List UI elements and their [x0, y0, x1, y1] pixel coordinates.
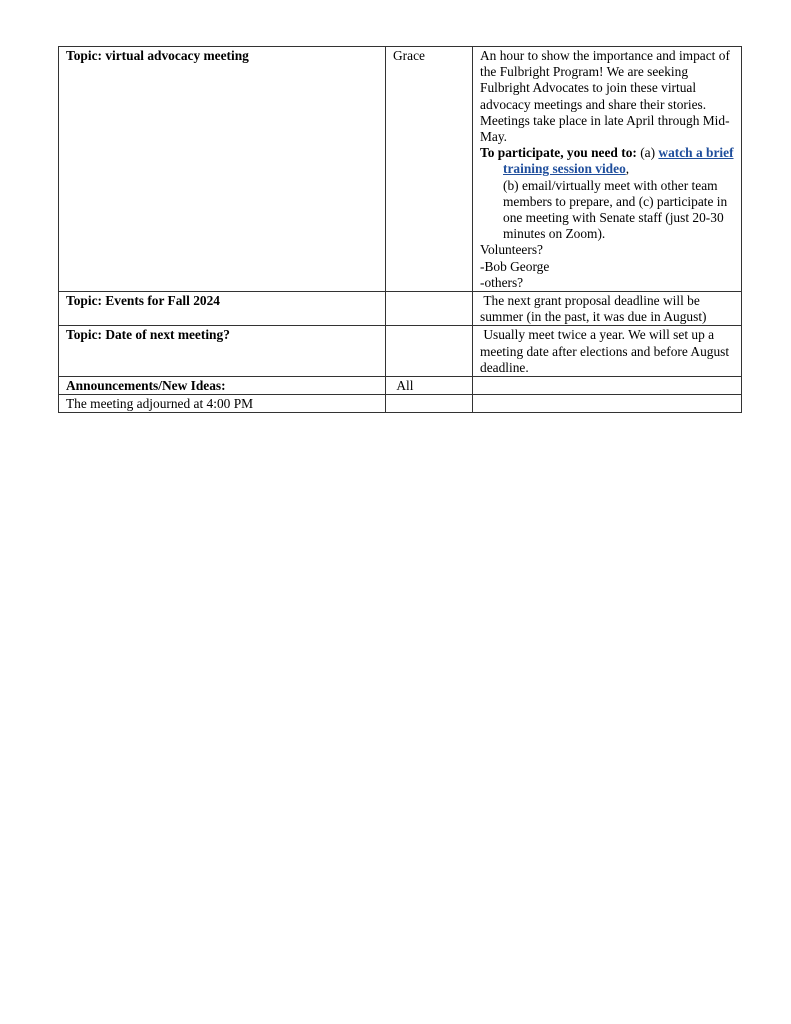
- owner-cell: All: [386, 377, 473, 395]
- notes-cell: [473, 395, 742, 413]
- participate-label: To participate, you need to:: [480, 145, 637, 161]
- owner-cell: [386, 395, 473, 413]
- volunteer-item: -others?: [480, 274, 524, 290]
- training-video-link[interactable]: watch a brief training session video: [503, 145, 734, 177]
- step-a-prefix: (a): [636, 145, 659, 161]
- step-a-suffix: ,: [625, 161, 630, 177]
- participate-paragraph: [480, 145, 735, 177]
- notes-cell: Usually meet twice a year. We will set up a meeting date after elections and before August deadline.: [473, 326, 742, 377]
- topic-cell: Topic: Events for Fall 2024: [59, 292, 386, 326]
- topic-cell: Announcements/New Ideas:: [59, 377, 386, 395]
- topic-cell: The meeting adjourned at 4:00 PM: [59, 395, 386, 413]
- owner-cell: [386, 292, 473, 326]
- notes-cell: [473, 47, 742, 292]
- topic-cell: Topic: virtual advocacy meeting: [59, 47, 386, 292]
- volunteer-item: -Bob George: [480, 258, 550, 274]
- volunteers-label: Volunteers?: [480, 242, 543, 258]
- topic-cell: Topic: Date of next meeting?: [59, 326, 386, 377]
- minutes-table: [58, 46, 742, 413]
- table-row: [59, 47, 742, 292]
- owner-cell: Grace: [386, 47, 473, 292]
- table-row: [59, 395, 742, 413]
- owner-cell: [386, 326, 473, 377]
- notes-cell: [473, 377, 742, 395]
- notes-cell: The next grant proposal deadline will be summer (in the past, it was due in August): [473, 292, 742, 326]
- table-row: [59, 292, 742, 326]
- step-b-text: (b) email/virtually meet with other team members to prepare, and (c) participate in one meeting with Senate staff (just 20-30 minutes on Zoom).: [503, 177, 728, 242]
- notes-intro: An hour to show the importance and impact of the Fulbright Program! We are seeking Fulbright Advocates to join these virtual advocacy meetings and share their stories. Meetings take place in late April through Mid-May.: [480, 48, 730, 145]
- table-row: [59, 377, 742, 395]
- table-row: [59, 326, 742, 377]
